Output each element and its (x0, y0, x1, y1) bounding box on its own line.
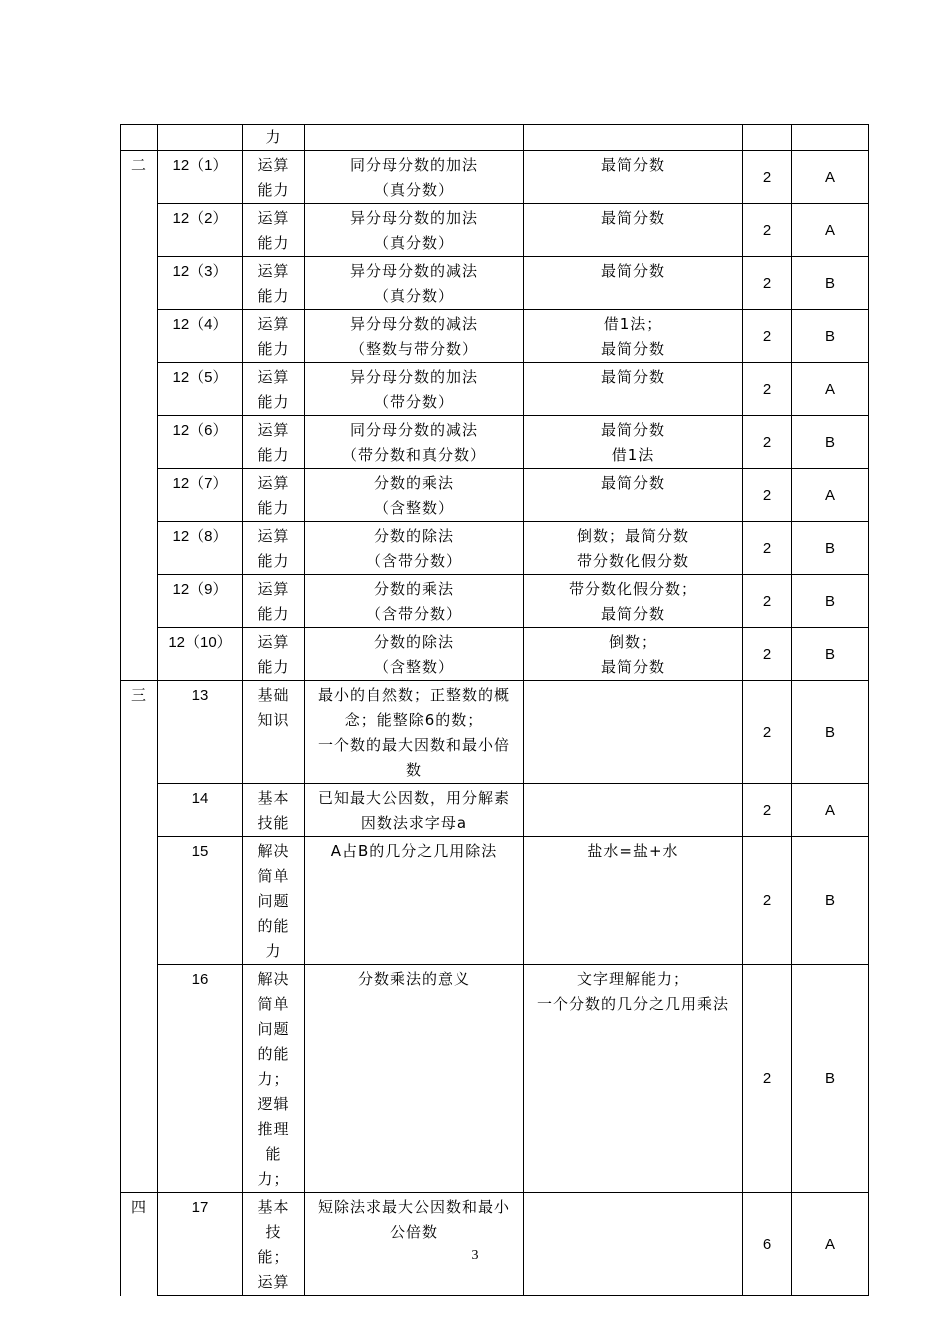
item-number-cell (158, 575, 243, 628)
score-cell (743, 363, 792, 416)
knowledge-point-cell-text: 分数的乘法 （含带分数） (365, 580, 462, 623)
table-row (121, 522, 869, 575)
ability-cell (243, 1193, 305, 1296)
score-cell (743, 837, 792, 965)
ability-cell-text: 运算能力 (257, 527, 290, 570)
item-number-cell (158, 1193, 243, 1296)
item-number-cell-text: 12（3） (172, 263, 228, 280)
ability-cell-text: 运算能力 (257, 156, 290, 199)
table-row-continuation (121, 125, 869, 151)
item-number-cell (158, 469, 243, 522)
score-cell (743, 575, 792, 628)
ability-cell (243, 257, 305, 310)
item-number-cell (158, 257, 243, 310)
knowledge-point-cell-text: 异分母分数的减法 （整数与带分数） (349, 315, 478, 358)
notes-cell-text: 最简分数 (600, 368, 665, 386)
notes-cell-text: 倒数；最简分数 带分数化假分数 (576, 527, 689, 570)
knowledge-point-cell (305, 469, 524, 522)
ability-cell: 力 (243, 125, 305, 151)
ability-cell-text: 运算能力 (257, 209, 290, 252)
knowledge-point-cell (305, 628, 524, 681)
score-cell-text: 2 (762, 723, 772, 741)
table-row (121, 416, 869, 469)
score-cell-text: 6 (762, 1235, 772, 1253)
score-cell (743, 522, 792, 575)
level-cell (792, 575, 869, 628)
item-number-cell (158, 522, 243, 575)
table-row (121, 628, 869, 681)
score-cell-text: 2 (762, 327, 772, 345)
notes-cell (524, 204, 743, 257)
level-cell-text: A (824, 221, 835, 239)
item-number-cell (158, 681, 243, 784)
knowledge-point-cell-text: 最小的自然数；正整数的概 念；能整除6的数； 一个数的最大因数和最小倍 数 (317, 686, 510, 779)
level-cell-text: A (824, 168, 835, 186)
notes-cell (524, 151, 743, 204)
notes-cell (524, 416, 743, 469)
level-cell-text: A (824, 801, 835, 819)
table-row (121, 837, 869, 965)
knowledge-point-cell-text: 异分母分数的加法 （真分数） (349, 209, 478, 252)
level-cell (792, 681, 869, 784)
level-cell-text: B (824, 892, 835, 909)
level-cell (792, 310, 869, 363)
item-number-cell-text: 14 (191, 790, 209, 807)
section-label: 二 (121, 151, 158, 681)
notes-cell-blank (524, 125, 743, 151)
score-cell-blank (743, 125, 792, 151)
notes-cell (524, 837, 743, 965)
level-cell-text: A (824, 486, 835, 504)
item-cell-blank (158, 125, 243, 151)
knowledge-point-cell-text: A占B的几分之几用除法 (330, 842, 498, 860)
ability-cell (243, 310, 305, 363)
knowledge-point-cell (305, 522, 524, 575)
score-cell (743, 310, 792, 363)
score-cell-text: 2 (762, 433, 772, 451)
score-cell (743, 469, 792, 522)
level-cell (792, 522, 869, 575)
level-cell-text: B (824, 433, 835, 451)
knowledge-point-cell (305, 784, 524, 837)
knowledge-point-cell (305, 837, 524, 965)
level-cell-text: B (824, 539, 835, 557)
ability-cell (243, 522, 305, 575)
ability-cell-text: 基本技能；运算 (257, 1198, 290, 1291)
knowledge-point-cell-text: 分数乘法的意义 (357, 970, 470, 988)
score-cell (743, 151, 792, 204)
item-number-cell-text: 12（2） (172, 210, 228, 227)
item-number-cell (158, 363, 243, 416)
table-row (121, 681, 869, 784)
score-cell (743, 784, 792, 837)
notes-cell (524, 681, 743, 784)
ability-cell-text: 运算能力 (257, 580, 290, 623)
ability-cell (243, 575, 305, 628)
notes-cell-text: 倒数； 最简分数 (600, 633, 665, 676)
table-row (121, 257, 869, 310)
notes-cell-text: 最简分数 (600, 262, 665, 280)
ability-cell (243, 204, 305, 257)
knowledge-point-cell-text: 同分母分数的减法 （带分数和真分数） (341, 421, 486, 464)
item-number-cell (158, 965, 243, 1193)
level-cell-text: B (824, 327, 835, 345)
score-cell-text: 2 (762, 539, 772, 557)
ability-cell-text: 基础知识 (257, 686, 290, 729)
table-row (121, 310, 869, 363)
notes-cell-text: 最简分数 借1法 (600, 421, 665, 464)
item-number-cell (158, 310, 243, 363)
item-number-cell-text: 12（9） (172, 581, 228, 598)
ability-cell-text: 运算能力 (257, 633, 290, 676)
level-cell-text: A (824, 1235, 835, 1253)
notes-cell-text: 文字理解能力； 一个分数的几分之几用乘法 (536, 970, 729, 1013)
ability-cell (243, 628, 305, 681)
notes-cell-text: 最简分数 (600, 209, 665, 227)
section-cell-blank (121, 125, 158, 151)
ability-cell-text: 解决简单问题的能力；逻辑推理能力； (257, 970, 290, 1188)
score-cell-text: 2 (762, 221, 772, 239)
level-cell-text: B (824, 645, 835, 663)
notes-cell (524, 310, 743, 363)
page-number: 3 (471, 1248, 479, 1263)
knowledge-point-cell-text: 分数的乘法 （含整数） (373, 474, 454, 517)
knowledge-point-cell-text: 短除法求最大公因数和最小 公倍数 (317, 1198, 510, 1241)
level-cell (792, 469, 869, 522)
score-cell (743, 1193, 792, 1296)
ability-cell (243, 363, 305, 416)
table-row (121, 1193, 869, 1296)
notes-cell (524, 784, 743, 837)
ability-cell (243, 837, 305, 965)
level-cell (792, 151, 869, 204)
level-cell-text: B (824, 274, 835, 292)
knowledge-point-cell (305, 363, 524, 416)
ability-cell-text: 基本技能 (257, 789, 290, 832)
notes-cell (524, 628, 743, 681)
score-cell-text: 2 (762, 380, 772, 398)
section-label: 三 (121, 681, 158, 1193)
knowledge-point-cell-text: 异分母分数的加法 （带分数） (349, 368, 478, 411)
knowledge-point-cell (305, 1193, 524, 1296)
item-number-cell-text: 12（8） (172, 528, 228, 545)
level-cell (792, 363, 869, 416)
level-cell (792, 257, 869, 310)
item-number-cell-text: 15 (191, 843, 209, 860)
level-cell-text: B (824, 592, 835, 610)
ability-cell (243, 151, 305, 204)
knowledge-point-cell (305, 310, 524, 363)
item-number-cell-text: 12（10） (168, 634, 232, 651)
level-cell-text: B (824, 1070, 835, 1087)
table-row (121, 784, 869, 837)
notes-cell (524, 257, 743, 310)
score-cell-text: 2 (762, 274, 772, 292)
item-number-cell-text: 12（4） (172, 316, 228, 333)
level-cell-text: A (824, 380, 835, 398)
notes-cell-text: 带分数化假分数； 最简分数 (568, 580, 697, 623)
ability-cell-text: 运算能力 (257, 368, 290, 411)
notes-cell (524, 575, 743, 628)
score-cell-text: 2 (762, 1070, 772, 1087)
knowledge-point-cell (305, 416, 524, 469)
score-cell (743, 416, 792, 469)
item-number-cell-text: 12（5） (172, 369, 228, 386)
knowledge-point-cell-text: 异分母分数的减法 （真分数） (349, 262, 478, 305)
ability-cell (243, 416, 305, 469)
notes-cell-text: 最简分数 (600, 474, 665, 492)
ability-cell (243, 469, 305, 522)
item-number-cell (158, 784, 243, 837)
score-cell-text: 2 (762, 168, 772, 186)
ability-cell (243, 965, 305, 1193)
knowledge-point-cell (305, 575, 524, 628)
item-number-cell (158, 416, 243, 469)
ability-cell (243, 681, 305, 784)
assessment-table (120, 124, 869, 1296)
table-row (121, 363, 869, 416)
score-cell-text: 2 (762, 486, 772, 504)
notes-cell (524, 965, 743, 1193)
notes-cell-text: 借1法； 最简分数 (600, 315, 665, 358)
item-number-cell-text: 12（6） (172, 422, 228, 439)
level-cell (792, 204, 869, 257)
level-cell (792, 965, 869, 1193)
section-label: 四 (121, 1193, 158, 1296)
item-number-cell-text: 17 (191, 1199, 209, 1216)
score-cell (743, 204, 792, 257)
notes-cell-text: 最简分数 (600, 156, 665, 174)
item-number-cell (158, 628, 243, 681)
level-cell-blank (792, 125, 869, 151)
item-number-cell (158, 151, 243, 204)
level-cell (792, 628, 869, 681)
notes-cell (524, 522, 743, 575)
ability-cell-text: 解决简单问题的能力 (257, 842, 290, 960)
level-cell (792, 416, 869, 469)
item-number-cell-text: 12（1） (172, 157, 228, 174)
item-number-cell (158, 837, 243, 965)
knowledge-point-cell-text: 分数的除法 （含带分数） (365, 527, 462, 570)
level-cell (792, 784, 869, 837)
knowledge-point-cell (305, 151, 524, 204)
notes-cell-text: 盐水=盐+水 (587, 842, 679, 860)
knowledge-cell-blank (305, 125, 524, 151)
score-cell (743, 257, 792, 310)
item-number-cell-text: 16 (191, 971, 209, 988)
table-row (121, 151, 869, 204)
level-cell-text: B (824, 723, 835, 741)
ability-cell-text: 运算能力 (257, 315, 290, 358)
table-row (121, 575, 869, 628)
knowledge-point-cell (305, 965, 524, 1193)
score-cell-text: 2 (762, 592, 772, 610)
notes-cell (524, 469, 743, 522)
knowledge-point-cell-text: 已知最大公因数，用分解素 因数法求字母a (317, 789, 510, 832)
notes-cell (524, 1193, 743, 1296)
table-row (121, 965, 869, 1193)
knowledge-point-cell (305, 681, 524, 784)
score-cell-text: 2 (762, 801, 772, 819)
score-cell-text: 2 (762, 645, 772, 663)
table-row (121, 469, 869, 522)
knowledge-point-cell-text: 分数的除法 （含整数） (373, 633, 454, 676)
table-row (121, 204, 869, 257)
score-cell (743, 681, 792, 784)
item-number-cell-text: 13 (191, 687, 209, 704)
knowledge-point-cell (305, 257, 524, 310)
item-number-cell (158, 204, 243, 257)
knowledge-point-cell (305, 204, 524, 257)
score-cell-text: 2 (762, 892, 772, 909)
item-number-cell-text: 12（7） (172, 475, 228, 492)
ability-cell-text: 运算能力 (257, 421, 290, 464)
level-cell (792, 1193, 869, 1296)
score-cell (743, 965, 792, 1193)
ability-cell-text: 运算能力 (257, 474, 290, 517)
notes-cell (524, 363, 743, 416)
knowledge-point-cell-text: 同分母分数的加法 （真分数） (349, 156, 478, 199)
score-cell (743, 628, 792, 681)
ability-cell (243, 784, 305, 837)
ability-cell-text: 运算能力 (257, 262, 290, 305)
level-cell (792, 837, 869, 965)
